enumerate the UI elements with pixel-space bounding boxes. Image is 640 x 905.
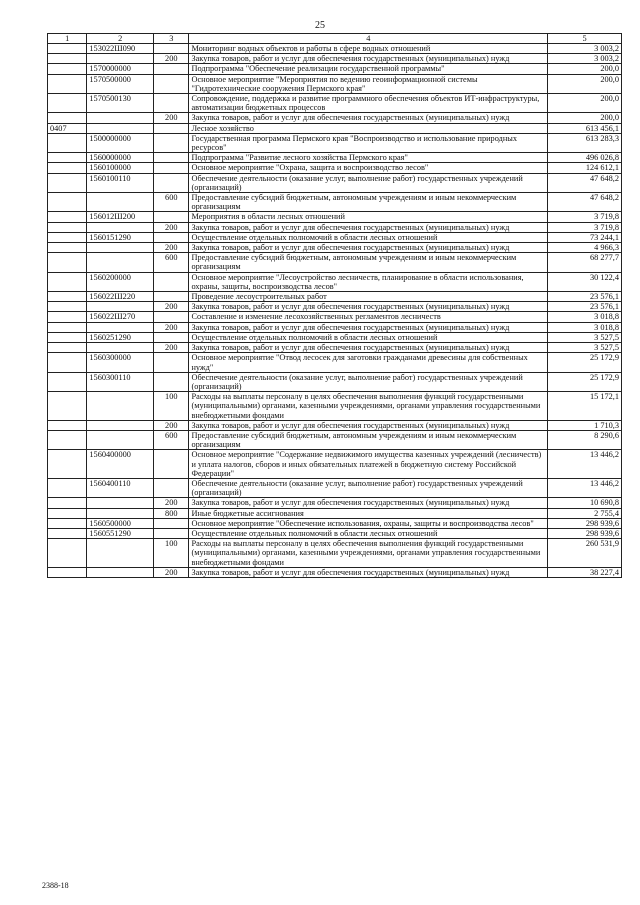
target-item-code-cell	[87, 243, 154, 253]
section-code-cell	[48, 353, 87, 372]
section-code-cell	[48, 232, 87, 242]
amount-cell: 25 172,9	[548, 372, 622, 391]
expense-type-cell	[154, 332, 189, 342]
table-row	[48, 113, 622, 123]
expense-type-cell	[154, 518, 189, 528]
amount-cell: 200,0	[548, 74, 622, 93]
table-row	[48, 528, 622, 538]
section-code-cell	[48, 212, 87, 222]
amount-cell: 23 576,1	[548, 292, 622, 302]
table-row	[48, 372, 622, 391]
amount-cell: 3 719,8	[548, 212, 622, 222]
table-body	[48, 44, 622, 578]
amount-cell: 298 939,6	[548, 518, 622, 528]
header-col-3: 3	[154, 34, 189, 44]
target-item-code-cell: 1560100110	[87, 173, 154, 192]
table-row	[48, 420, 622, 430]
table-row	[48, 567, 622, 577]
expense-type-cell: 200	[154, 420, 189, 430]
expense-type-cell	[154, 212, 189, 222]
amount-cell: 3 018,8	[548, 312, 622, 322]
expense-type-cell	[154, 272, 189, 291]
target-item-code-cell: 1560300000	[87, 353, 154, 372]
target-item-code-cell	[87, 193, 154, 212]
table-row	[48, 222, 622, 232]
section-code-cell	[48, 243, 87, 253]
target-item-code-cell: 1560200000	[87, 272, 154, 291]
item-name-cell: Осуществление отдельных полномочий в области лесных отношений	[189, 232, 548, 242]
expense-type-cell	[154, 353, 189, 372]
amount-cell: 3 018,8	[548, 322, 622, 332]
table-row	[48, 94, 622, 113]
page-number: 25	[315, 20, 325, 31]
section-code-cell	[48, 133, 87, 152]
table-row	[48, 243, 622, 253]
table-row	[48, 272, 622, 291]
section-code-cell	[48, 272, 87, 291]
section-code-cell	[48, 343, 87, 353]
expense-type-cell	[154, 133, 189, 152]
amount-cell: 200,0	[548, 113, 622, 123]
item-name-cell: Осуществление отдельных полномочий в области лесных отношений	[189, 332, 548, 342]
section-code-cell	[48, 528, 87, 538]
section-code-cell	[48, 253, 87, 272]
section-code-cell	[48, 64, 87, 74]
table-row	[48, 163, 622, 173]
amount-cell: 4 966,3	[548, 243, 622, 253]
expense-type-cell: 200	[154, 322, 189, 332]
amount-cell: 13 446,2	[548, 450, 622, 479]
amount-cell: 2 755,4	[548, 508, 622, 518]
section-code-cell	[48, 222, 87, 232]
expense-type-cell	[154, 528, 189, 538]
item-name-cell: Мероприятия в области лесных отношений	[189, 212, 548, 222]
amount-cell: 38 227,4	[548, 567, 622, 577]
target-item-code-cell	[87, 498, 154, 508]
section-code-cell	[48, 478, 87, 497]
expense-type-cell	[154, 64, 189, 74]
section-code-cell	[48, 173, 87, 192]
table-row	[48, 392, 622, 421]
item-name-cell: Иные бюджетные ассигнования	[189, 508, 548, 518]
amount-cell: 200,0	[548, 64, 622, 74]
budget-table	[47, 33, 622, 578]
expense-type-cell: 800	[154, 508, 189, 518]
target-item-code-cell: 156022Ш220	[87, 292, 154, 302]
header-col-1: 1	[48, 34, 87, 44]
target-item-code-cell: 156022Ш270	[87, 312, 154, 322]
amount-cell: 613 456,1	[548, 123, 622, 133]
expense-type-cell: 100	[154, 392, 189, 421]
item-name-cell: Закупка товаров, работ и услуг для обеспечения государственных (муниципальных) нужд	[189, 113, 548, 123]
expense-type-cell: 600	[154, 430, 189, 449]
item-name-cell: Закупка товаров, работ и услуг для обеспечения государственных (муниципальных) нужд	[189, 54, 548, 64]
document-code: 2388-18	[42, 881, 69, 890]
target-item-code-cell: 1560100000	[87, 163, 154, 173]
amount-cell: 124 612,1	[548, 163, 622, 173]
amount-cell: 3 003,2	[548, 44, 622, 54]
section-code-cell	[48, 312, 87, 322]
table-row	[48, 322, 622, 332]
table-row	[48, 44, 622, 54]
target-item-code-cell	[87, 420, 154, 430]
item-name-cell: Сопровождение, поддержка и развитие программного обеспечения объектов ИТ-инфраструктуры, автоматизации бюджетных процессов	[189, 94, 548, 113]
target-item-code-cell: 1560400110	[87, 478, 154, 497]
table-header-row	[48, 34, 622, 44]
item-name-cell: Расходы на выплаты персоналу в целях обеспечения выполнения функций государственными (муниципальными) органами, казенными учреждениями, органами управления государственными внебюджетными фондами	[189, 392, 548, 421]
expense-type-cell	[154, 74, 189, 93]
expense-type-cell	[154, 163, 189, 173]
target-item-code-cell	[87, 430, 154, 449]
table-row	[48, 478, 622, 497]
item-name-cell: Предоставление субсидий бюджетным, автономным учреждениям и иным некоммерческим организациям	[189, 253, 548, 272]
target-item-code-cell: 1560400000	[87, 450, 154, 479]
section-code-cell	[48, 44, 87, 54]
section-code-cell	[48, 94, 87, 113]
section-code-cell	[48, 74, 87, 93]
target-item-code-cell	[87, 322, 154, 332]
amount-cell: 15 172,1	[548, 392, 622, 421]
item-name-cell: Закупка товаров, работ и услуг для обеспечения государственных (муниципальных) нужд	[189, 420, 548, 430]
expense-type-cell	[154, 173, 189, 192]
table-row	[48, 539, 622, 568]
item-name-cell: Закупка товаров, работ и услуг для обеспечения государственных (муниципальных) нужд	[189, 302, 548, 312]
amount-cell: 47 648,2	[548, 193, 622, 212]
expense-type-cell	[154, 312, 189, 322]
item-name-cell: Обеспечение деятельности (оказание услуг, выполнение работ) государственных учреждений (организаций)	[189, 478, 548, 497]
amount-cell: 23 576,1	[548, 302, 622, 312]
target-item-code-cell: 1560151290	[87, 232, 154, 242]
section-code-cell	[48, 163, 87, 173]
expense-type-cell: 200	[154, 54, 189, 64]
expense-type-cell	[154, 450, 189, 479]
target-item-code-cell	[87, 253, 154, 272]
amount-cell: 3 527,5	[548, 332, 622, 342]
section-code-cell	[48, 498, 87, 508]
table-row	[48, 508, 622, 518]
table-row	[48, 123, 622, 133]
section-code-cell	[48, 372, 87, 391]
table-row	[48, 193, 622, 212]
section-code-cell	[48, 302, 87, 312]
expense-type-cell: 200	[154, 222, 189, 232]
table-row	[48, 430, 622, 449]
amount-cell: 10 690,8	[548, 498, 622, 508]
amount-cell: 200,0	[548, 94, 622, 113]
expense-type-cell: 200	[154, 498, 189, 508]
target-item-code-cell	[87, 539, 154, 568]
table-row	[48, 74, 622, 93]
table-row	[48, 292, 622, 302]
amount-cell: 13 446,2	[548, 478, 622, 497]
item-name-cell: Расходы на выплаты персоналу в целях обеспечения выполнения функций государственными (муниципальными) органами, казенными учреждениями, органами управления государственными внебюджетными фондами	[189, 539, 548, 568]
expense-type-cell	[154, 292, 189, 302]
expense-type-cell: 200	[154, 567, 189, 577]
target-item-code-cell: 1570500130	[87, 94, 154, 113]
item-name-cell: Проведение лесоустроительных работ	[189, 292, 548, 302]
item-name-cell: Подпрограмма "Развитие лесного хозяйства Пермского края"	[189, 153, 548, 163]
table-row	[48, 212, 622, 222]
target-item-code-cell: 153022Ш090	[87, 44, 154, 54]
target-item-code-cell	[87, 123, 154, 133]
item-name-cell: Основное мероприятие "Охрана, защита и воспроизводство лесов"	[189, 163, 548, 173]
target-item-code-cell: 1560551290	[87, 528, 154, 538]
item-name-cell: Закупка товаров, работ и услуг для обеспечения государственных (муниципальных) нужд	[189, 343, 548, 353]
section-code-cell	[48, 420, 87, 430]
expense-type-cell: 200	[154, 302, 189, 312]
item-name-cell: Предоставление субсидий бюджетным, автономным учреждениям и иным некоммерческим организациям	[189, 430, 548, 449]
item-name-cell: Обеспечение деятельности (оказание услуг, выполнение работ) государственных учреждений (организаций)	[189, 173, 548, 192]
expense-type-cell: 200	[154, 343, 189, 353]
section-code-cell	[48, 113, 87, 123]
target-item-code-cell: 1560251290	[87, 332, 154, 342]
expense-type-cell	[154, 94, 189, 113]
item-name-cell: Основное мероприятие "Мероприятия по ведению геоинформационной системы "Гидротехнические сооружения Пермского края"	[189, 74, 548, 93]
table-row	[48, 498, 622, 508]
expense-type-cell	[154, 44, 189, 54]
amount-cell: 1 710,3	[548, 420, 622, 430]
section-code-cell	[48, 567, 87, 577]
table-row	[48, 54, 622, 64]
item-name-cell: Закупка товаров, работ и услуг для обеспечения государственных (муниципальных) нужд	[189, 222, 548, 232]
item-name-cell: Подпрограмма "Обеспечение реализации государственной программы"	[189, 64, 548, 74]
item-name-cell: Обеспечение деятельности (оказание услуг, выполнение работ) государственных учреждений (организаций)	[189, 372, 548, 391]
item-name-cell: Закупка товаров, работ и услуг для обеспечения государственных (муниципальных) нужд	[189, 322, 548, 332]
table-row	[48, 353, 622, 372]
table-row	[48, 253, 622, 272]
target-item-code-cell: 1560500000	[87, 518, 154, 528]
item-name-cell: Основное мероприятие "Лесоустройство лесничеств, планирование в области использования, охраны, защиты, воспроизводства лесов"	[189, 272, 548, 291]
amount-cell: 25 172,9	[548, 353, 622, 372]
target-item-code-cell	[87, 392, 154, 421]
table-row	[48, 450, 622, 479]
section-code-cell	[48, 508, 87, 518]
section-code-cell	[48, 518, 87, 528]
table-row	[48, 302, 622, 312]
amount-cell: 298 939,6	[548, 528, 622, 538]
table-row	[48, 173, 622, 192]
section-code-cell	[48, 392, 87, 421]
expense-type-cell: 100	[154, 539, 189, 568]
table-row	[48, 153, 622, 163]
table-row	[48, 312, 622, 322]
target-item-code-cell	[87, 508, 154, 518]
target-item-code-cell	[87, 222, 154, 232]
expense-type-cell	[154, 153, 189, 163]
item-name-cell: Государственная программа Пермского края "Воспроизводство и использование природных ресурсов"	[189, 133, 548, 152]
target-item-code-cell	[87, 54, 154, 64]
expense-type-cell	[154, 123, 189, 133]
item-name-cell: Осуществление отдельных полномочий в области лесных отношений	[189, 528, 548, 538]
expense-type-cell: 200	[154, 113, 189, 123]
amount-cell: 30 122,4	[548, 272, 622, 291]
item-name-cell: Закупка товаров, работ и услуг для обеспечения государственных (муниципальных) нужд	[189, 498, 548, 508]
section-code-cell	[48, 322, 87, 332]
item-name-cell: Основное мероприятие "Содержание недвижимого имущества казенных учреждений (лесничеств) и уплата налогов, сборов и иных обязательных платежей в бюджетную систему Российской Федерации"	[189, 450, 548, 479]
target-item-code-cell: 1570500000	[87, 74, 154, 93]
header-col-5: 5	[548, 34, 622, 44]
target-item-code-cell	[87, 343, 154, 353]
table-row	[48, 332, 622, 342]
section-code-cell: 0407	[48, 123, 87, 133]
target-item-code-cell	[87, 113, 154, 123]
section-code-cell	[48, 193, 87, 212]
item-name-cell: Предоставление субсидий бюджетным, автономным учреждениям и иным некоммерческим организациям	[189, 193, 548, 212]
target-item-code-cell: 156012Ш200	[87, 212, 154, 222]
target-item-code-cell: 1560000000	[87, 153, 154, 163]
target-item-code-cell: 1500000000	[87, 133, 154, 152]
amount-cell: 8 290,6	[548, 430, 622, 449]
amount-cell: 3 003,2	[548, 54, 622, 64]
section-code-cell	[48, 430, 87, 449]
expense-type-cell: 600	[154, 253, 189, 272]
amount-cell: 47 648,2	[548, 173, 622, 192]
header-col-2: 2	[87, 34, 154, 44]
expense-type-cell	[154, 372, 189, 391]
section-code-cell	[48, 292, 87, 302]
item-name-cell: Основное мероприятие "Отвод лесосек для заготовки гражданами древесины для собственных нужд"	[189, 353, 548, 372]
amount-cell: 73 244,1	[548, 232, 622, 242]
item-name-cell: Закупка товаров, работ и услуг для обеспечения государственных (муниципальных) нужд	[189, 567, 548, 577]
table-row	[48, 518, 622, 528]
section-code-cell	[48, 54, 87, 64]
section-code-cell	[48, 450, 87, 479]
expense-type-cell	[154, 478, 189, 497]
item-name-cell: Составление и изменение лесохозяйственных регламентов лесничеств	[189, 312, 548, 322]
item-name-cell: Закупка товаров, работ и услуг для обеспечения государственных (муниципальных) нужд	[189, 243, 548, 253]
expense-type-cell: 600	[154, 193, 189, 212]
amount-cell: 613 283,3	[548, 133, 622, 152]
table-row	[48, 232, 622, 242]
table-row	[48, 64, 622, 74]
item-name-cell: Основное мероприятие "Обеспечение использования, охраны, защиты и воспроизводства лесов"	[189, 518, 548, 528]
item-name-cell: Лесное хозяйство	[189, 123, 548, 133]
target-item-code-cell: 1570000000	[87, 64, 154, 74]
target-item-code-cell: 1560300110	[87, 372, 154, 391]
section-code-cell	[48, 539, 87, 568]
amount-cell: 260 531,9	[548, 539, 622, 568]
section-code-cell	[48, 332, 87, 342]
expense-type-cell	[154, 232, 189, 242]
target-item-code-cell	[87, 302, 154, 312]
header-col-4: 4	[189, 34, 548, 44]
table-row	[48, 133, 622, 152]
expense-type-cell: 200	[154, 243, 189, 253]
item-name-cell: Мониторинг водных объектов и работы в сфере водных отношений	[189, 44, 548, 54]
target-item-code-cell	[87, 567, 154, 577]
amount-cell: 68 277,7	[548, 253, 622, 272]
amount-cell: 3 719,8	[548, 222, 622, 232]
table-row	[48, 343, 622, 353]
section-code-cell	[48, 153, 87, 163]
amount-cell: 496 026,8	[548, 153, 622, 163]
amount-cell: 3 527,5	[548, 343, 622, 353]
